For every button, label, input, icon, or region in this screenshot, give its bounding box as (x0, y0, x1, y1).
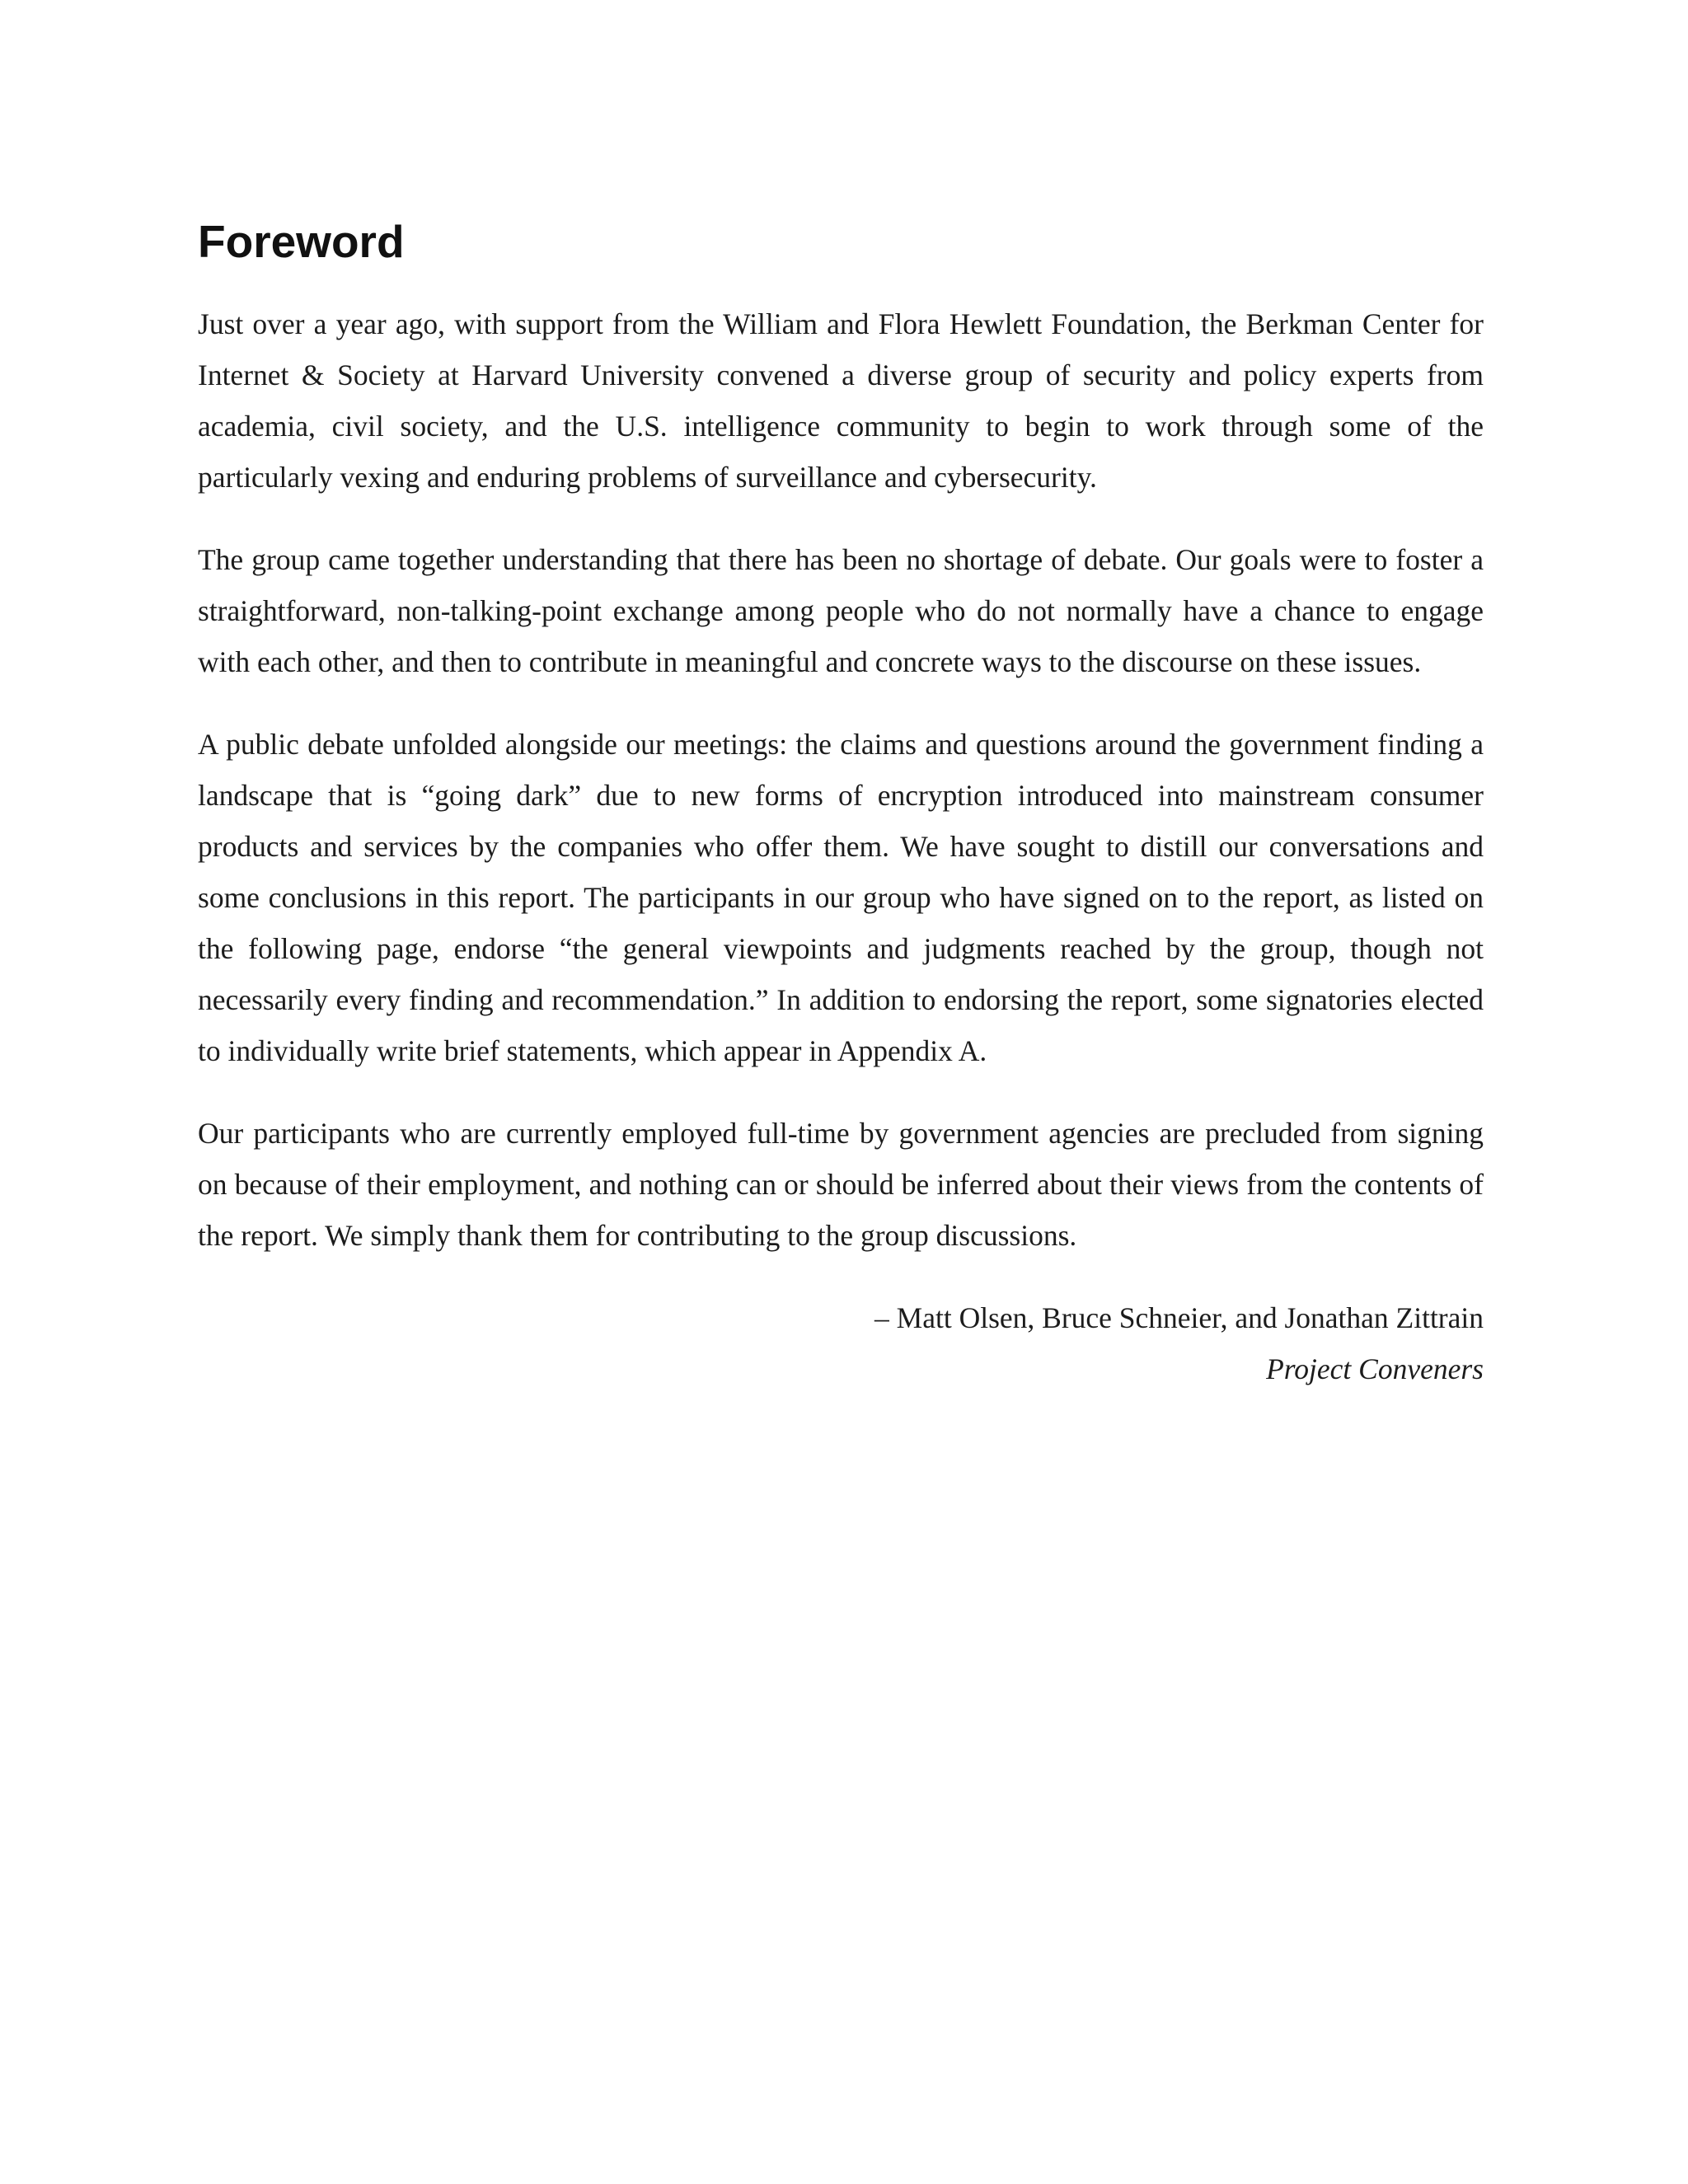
signature-names: – Matt Olsen, Bruce Schneier, and Jonathan Zittrain (874, 1301, 1484, 1334)
signature-role: Project Conveners (1266, 1352, 1484, 1385)
foreword-body (198, 298, 1484, 1394)
paragraph-3: A public debate unfolded alongside our meetings: the claims and questions around the government finding a landscape that is “going dark” due to new forms of encryption introduced into mainstream consumer products and services by the companies who offer them. We have sought to distill our conversations and some conclusions in this report. The participants in our group who have signed on to the report, as listed on the following page, endorse “the general viewpoints and judgments reached by the group, though not necessarily every finding and recommendation.” In addition to endorsing the report, some signatories elected to individually write brief statements, which appear in Appendix A. (198, 728, 1484, 1067)
paragraph-2: The group came together understanding that there has been no shortage of debate. Our goals were to foster a straightforward, non-talking-point exchange among people who do not normally have a chance to engage with each other, and then to contribute in meaningful and concrete ways to the discourse on these issues. (198, 543, 1484, 678)
paragraph-4: Our participants who are currently employed full-time by government agencies are precluded from signing on because of their employment, and nothing can or should be inferred about their views from the contents of the report. We simply thank them for contributing to the group discussions. (198, 1117, 1484, 1252)
paragraph-1: Just over a year ago, with support from the William and Flora Hewlett Foundation, the Berkman Center for Internet & Society at Harvard University convened a diverse group of security and policy experts from academia, civil society, and the U.S. intelligence community to begin to work through some of the particularly vexing and enduring problems of surveillance and cybersecurity. (198, 307, 1484, 494)
page-title: Foreword (198, 216, 405, 267)
